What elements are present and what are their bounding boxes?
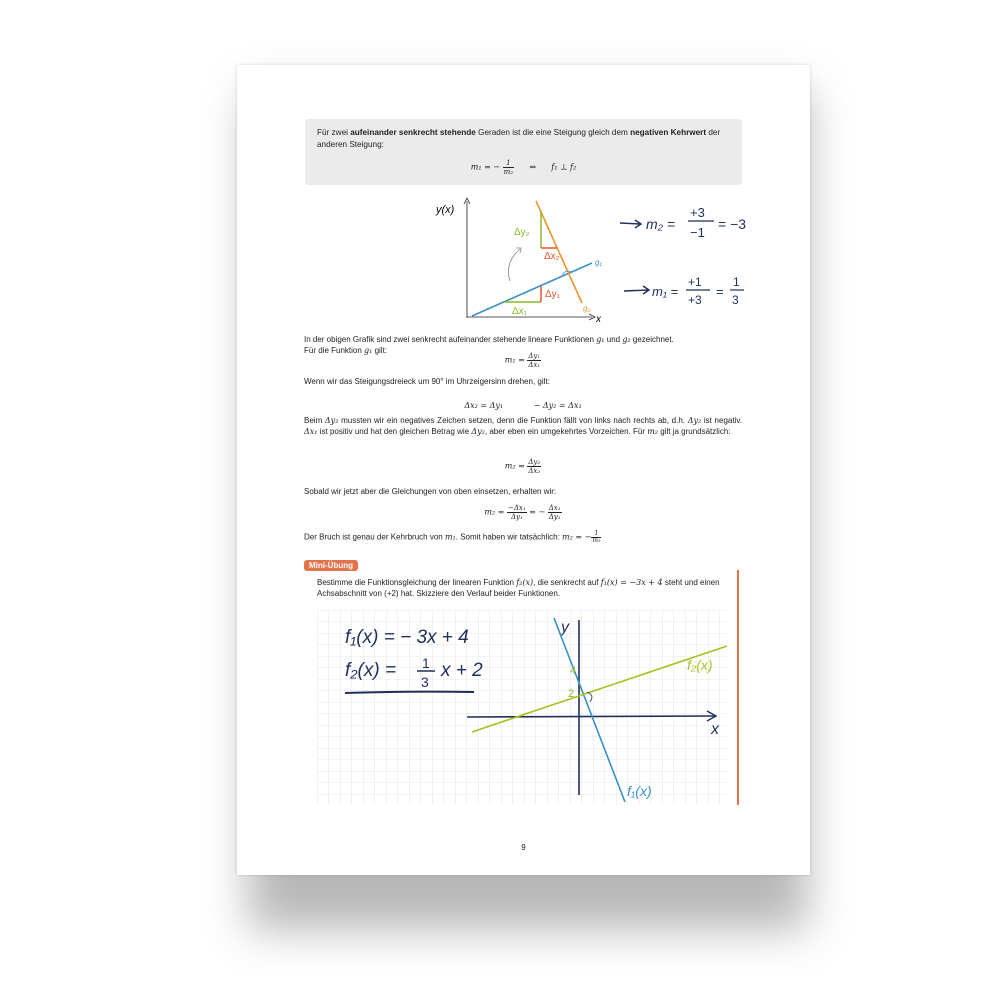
text-run: , aber eben ein umgekehrtes Vorzeichen. Für xyxy=(484,427,648,436)
math-run: m₂ = − xyxy=(562,532,592,542)
page-number: 9 xyxy=(521,843,526,852)
inline-fraction xyxy=(591,531,601,544)
handwritten-m1-note xyxy=(624,275,744,307)
formula-fraction xyxy=(503,159,514,176)
math-g2: g₂ xyxy=(622,335,631,344)
insert-paragraph: Sobald wir jetzt aber die Gleichungen von oben einsetzen, erhalten wir: xyxy=(304,487,557,496)
document-page xyxy=(237,65,810,875)
hw-f2-rhs: x + 2 xyxy=(441,660,483,681)
x-axis-label: x xyxy=(596,314,601,325)
math-run: m₂ xyxy=(647,427,659,436)
text-run: ist negativ. xyxy=(701,416,742,425)
slope-triangle-figure xyxy=(432,193,752,325)
eq-fraction xyxy=(527,352,541,369)
math-run: f₁(x) = −3x + 4 xyxy=(600,578,663,587)
rule-box xyxy=(305,119,742,185)
g2-label: g₂ xyxy=(583,304,591,313)
equation-rotation xyxy=(304,401,742,410)
fraction-numerator: −Δx₁ xyxy=(508,504,526,512)
hw-f2-lhs: f₂(x) = xyxy=(345,660,397,681)
fraction-denominator: Δx₂ xyxy=(528,467,541,475)
text-run: . Somit haben wir tatsächlich: xyxy=(455,532,563,542)
text-run: Für die Funktion xyxy=(304,346,365,355)
math-g1: g₁ xyxy=(364,346,373,355)
arrow-icon xyxy=(620,220,641,228)
delta-x1-label: Δx₁ xyxy=(512,306,528,317)
text-run: gilt: xyxy=(372,346,388,355)
rule-text-part: der anderen Steigung: xyxy=(317,128,721,149)
equation-m1 xyxy=(304,352,742,369)
exercise-sketch xyxy=(317,610,727,805)
formula-lhs: m₁ = − xyxy=(470,162,501,172)
negative-sign-paragraph xyxy=(304,415,742,437)
fraction-denominator: m₁ xyxy=(592,537,601,544)
math-run: Δy₂ xyxy=(324,416,339,425)
eq-fraction xyxy=(527,458,541,475)
math-run: Δy₂ xyxy=(687,416,702,425)
text-run: gilt ja grundsätzlich: xyxy=(658,427,731,436)
arrow-icon xyxy=(624,286,649,294)
fraction-numerator: 1 xyxy=(503,159,514,168)
eq-lhs: m₂ = xyxy=(484,507,505,517)
exercise-text xyxy=(317,577,727,599)
fraction-numerator: 1 xyxy=(591,531,601,538)
eq-mid: = − xyxy=(529,507,546,517)
text-run: In der obigen Grafik sind zwei senkrecht aufeinander stehende lineare Funktionen xyxy=(304,335,597,344)
rule-formula xyxy=(305,159,742,176)
rotation-arrow xyxy=(508,249,520,281)
equation-m2 xyxy=(304,458,742,475)
eq-fraction xyxy=(507,504,527,521)
eq-part: Δx₂ = Δy₁ xyxy=(464,401,504,410)
eq-part: − Δy₂ = Δx₁ xyxy=(533,401,582,410)
text-run: , die senkrecht auf xyxy=(533,578,601,587)
sketch-label-4: 4 xyxy=(570,665,577,677)
text-run: Der Bruch ist genau der Kehrbruch von xyxy=(304,532,445,542)
sketch-x-label: x xyxy=(711,721,719,738)
delta-y2-label: Δy₂ xyxy=(514,227,530,238)
rule-text xyxy=(317,127,732,151)
text-run: gezeichnet. xyxy=(630,335,674,344)
sketch-x-axis xyxy=(467,716,715,717)
note-m2-den: −1 xyxy=(690,225,705,240)
rule-text-part: Für zwei xyxy=(317,128,351,137)
rule-bold-negative-reciprocal: negativen Kehrwert xyxy=(630,128,707,137)
formula-rhs: f₁ ⊥ f₂ xyxy=(551,162,577,172)
eq-fraction xyxy=(548,504,562,521)
exercise-accent-bar xyxy=(737,570,739,805)
text-run: mussten wir ein negatives Zeichen setzen, denn die Funktion fällt von links nach rechts ab, d.h. xyxy=(338,416,688,425)
text-run: Beim xyxy=(304,416,325,425)
rule-bold-perpendicular: aufeinander senkrecht stehende xyxy=(350,128,476,137)
line-g1 xyxy=(472,263,592,316)
fraction-numerator: Δy₁ xyxy=(528,352,541,360)
note-m2-result: = −3 xyxy=(718,216,747,232)
note-m1-lhs: m₁ = xyxy=(652,284,679,299)
mini-exercise-badge: Mini-Übung xyxy=(304,560,358,571)
hw-f1-equation: f₁(x) = − 3x + 4 xyxy=(345,627,469,648)
math-run: Δy₂ xyxy=(471,427,485,436)
note-m1-eq: = xyxy=(716,284,724,299)
equivalence-symbol: ⇔ xyxy=(529,162,537,172)
text-run: steht und einen Achsabschnitt von (+2) hat. Skizziere den Verlauf beider Funktionen. xyxy=(317,578,720,598)
g1-label: g₁ xyxy=(595,258,602,267)
fraction-denominator: Δy₁ xyxy=(510,513,523,521)
math-run: m₁ xyxy=(444,532,456,542)
conclusion-paragraph xyxy=(304,531,742,544)
fraction-denominator: Δy₁ xyxy=(548,513,561,521)
y-axis-label: y(x) xyxy=(436,204,455,216)
math-run: Δx₁ xyxy=(304,427,318,436)
fraction-numerator: Δx₁ xyxy=(548,504,561,512)
rotate-paragraph: Wenn wir das Steigungsdreieck um 90° im Uhrzeigersinn drehen, gilt: xyxy=(304,377,550,386)
note-m1-res-den: 3 xyxy=(732,293,739,307)
sketch-y-label: y xyxy=(561,619,569,636)
note-m1-den: +3 xyxy=(688,293,702,307)
eq-lhs: m₂ = xyxy=(504,461,525,471)
math-g1: g₁ xyxy=(596,335,605,344)
delta-y1-label: Δy₁ xyxy=(545,289,561,300)
sketch-label-2: 2 xyxy=(568,688,575,700)
hw-f2-den: 3 xyxy=(421,674,429,690)
note-m1-num: +1 xyxy=(688,275,702,289)
sketch-label-f2: f₂(x) xyxy=(687,657,713,673)
math-run: f₂(x) xyxy=(516,578,534,587)
handwritten-m2-note xyxy=(620,205,746,240)
fraction-denominator: Δx₁ xyxy=(528,361,541,369)
fraction-numerator: Δy₂ xyxy=(528,458,541,466)
text-run: und xyxy=(604,335,623,344)
sketch-label-f1: f₁(x) xyxy=(627,783,652,799)
hw-f2-num: 1 xyxy=(422,655,430,671)
delta-x2-label: Δx₂ xyxy=(544,251,560,262)
text-run: Bestimme die Funktionsgleichung der linearen Funktion xyxy=(317,578,517,587)
rule-text-part: Geraden ist die eine Steigung gleich dem xyxy=(475,128,631,137)
note-m1-res-num: 1 xyxy=(733,275,740,289)
note-m2-num: +3 xyxy=(690,205,705,220)
equation-substituted xyxy=(304,504,742,521)
text-run: ist positiv und hat den gleichen Betrag wie xyxy=(317,427,472,436)
fraction-denominator: m₂ xyxy=(503,168,514,176)
note-m2-lhs: m₂ = xyxy=(646,216,676,232)
eq-lhs: m₁ = xyxy=(504,355,525,365)
